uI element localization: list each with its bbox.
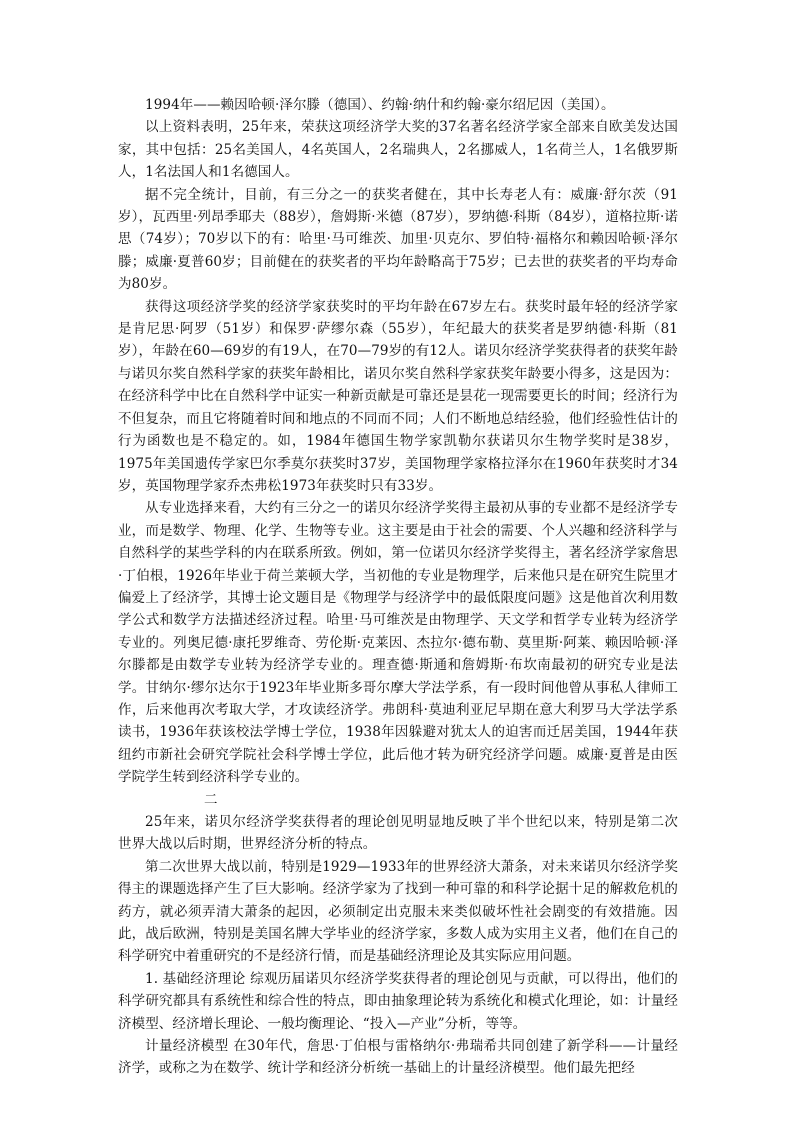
- paragraph-25-years: 25年来，诺贝尔经济学奖获得者的理论创见明显地反映了半个世纪以来，特别是第二次世界大战以后时期，世界经济分析的特点。: [118, 814, 678, 853]
- paragraph-econometric-model: 计量经济模型 在30年代，詹思·丁伯根与雷格纳尔·弗瑞希共同创建了新学科——计量经济学，或称之为在数学、统计学和经济分析统一基础上的计量经济模型。他们最先把经: [118, 1038, 678, 1077]
- section-heading: 二: [204, 791, 218, 808]
- paragraph-award-age: 获得这项经济学奖的经济学家获奖时的平均年龄在67岁左右。获奖时最年轻的经济学家是肯尼思·阿罗（51岁）和保罗·萨缪尔森（55岁），年纪最大的获奖者是罗纳德·科斯（81岁），年龄在60—69岁的有19人，在70—79岁的有12人。诺贝尔经济学奖获得者的获奖年龄与诺贝尔奖自然科学家的获奖年龄相比，诺贝尔奖自然科学家获奖年龄要小得多，这是因为：在经济科学中比在自然科学中证实一种新贡献是可靠还是昙花一现需要更长的时间；经济行为不但复杂，而且它将随着时间和地点的不同而不同；人们不断地总结经验，他们经验性估计的行为函数也是不稳定的。如，1984年德国生物学家凯勒尔获诺贝尔生物学奖时是38岁，1975年美国遗传学家巴尔季莫尔获奖时37岁，美国物理学家格拉泽尔在1960年获奖时才34岁，英国物理学家乔杰弗松1973年获奖时只有33岁。: [118, 298, 678, 494]
- paragraph-specialty: 从专业选择来看，大约有三分之一的诺贝尔经济学奖得主最初从事的专业都不是经济学专业，而是数学、物理、化学、生物等专业。这主要是由于社会的需要、个人兴趣和经济科学与自然科学的某些学科的内在联系所致。例如，第一位诺贝尔经济学奖得主，著名经济学家詹思·丁伯根，1926年毕业于荷兰莱顿大学，当初他的专业是物理学，后来他只是在研究生院里才偏爱上了经济学，其博士论文题目是《物理学与经济学中的最低限度问题》这是他首次利用数学公式和数学方法描述经济过程。哈里·马可维茨是由物理学、天文学和哲学专业转为经济学专业的。列奥尼德·康托罗维奇、劳伦斯·克莱因、杰拉尔·德布勒、莫里斯·阿莱、赖因哈顿·泽尔滕都是由数学专业转为经济学专业的。理查德·斯通和詹姆斯·布坎南最初的研究专业是法学。甘纳尔·缪尔达尔于1923年毕业斯多哥尔摩大学法学系，有一段时间他曾从事私人律师工作，后来他再次考取大学，才攻读经济学。弗朗科·莫迪利亚尼早期在意大利罗马大学法学系读书，1936年获该校法学博士学位，1938年因躲避对犹太人的迫害而迁居美国，1944年获纽约市新社会研究学院社会科学博士学位，此后他才转为研究经济学问题。威廉·夏普是由医学院学生转到经济科学专业的。: [118, 500, 678, 786]
- paragraph-nationalities: 以上资料表明，25年来，荣获这项经济学大奖的37名著名经济学家全部来自欧美发达国家，其中包括：25名美国人，4名英国人，2名瑞典人，2名挪威人，1名荷兰人，1名俄罗斯人，1名法国人和1名德国人。: [118, 119, 678, 181]
- paragraph-living-laureates: 据不完全统计，目前，有三分之一的获奖者健在，其中长寿老人有：威廉·舒尔茨（91岁），瓦西里·列昂季耶夫（88岁），詹姆斯·米德（87岁），罗纳德·科斯（84岁），道格拉斯·诺思（74岁）；70岁以下的有：哈里·马可维茨、加里·贝克尔、罗伯特·福格尔和赖因哈顿·泽尔滕；威廉·夏普60岁；目前健在的获奖者的平均年龄略高于75岁；已去世的获奖者的平均寿命为80岁。: [118, 186, 678, 293]
- document-page: [118, 94, 678, 1080]
- paragraph-basic-theory: 1. 基础经济理论 综观历届诺贝尔经济学奖获得者的理论创见与贡献，可以得出，他们的科学研究都具有系统性和综合性的特点，即由抽象理论转为系统化和模式化理论，如：计量经济模型、经济增长理论、一般均衡理论、“投入—产业”分析，等等。: [118, 970, 678, 1032]
- paragraph-1994-laureates: 1994年——赖因哈顿·泽尔滕（德国）、约翰·纳什和约翰·豪尔绍尼因（美国）。: [145, 97, 615, 113]
- paragraph-great-depression: 第二次世界大战以前，特别是1929—1933年的世界经济大萧条，对未来诺贝尔经济学奖得主的课题选择产生了巨大影响。经济学家为了找到一种可靠的和科学论据十足的解救危机的药方，就必须弄清大萧条的起因，必须制定出克服未来类似破坏性社会剧变的有效措施。因此，战后欧洲，特别是美国名牌大学毕业的经济学家，多数人成为实用主义者，他们在自己的科学研究中着重研究的不是经济行情，而是基础经济理论及其实际应用问题。: [118, 858, 678, 965]
